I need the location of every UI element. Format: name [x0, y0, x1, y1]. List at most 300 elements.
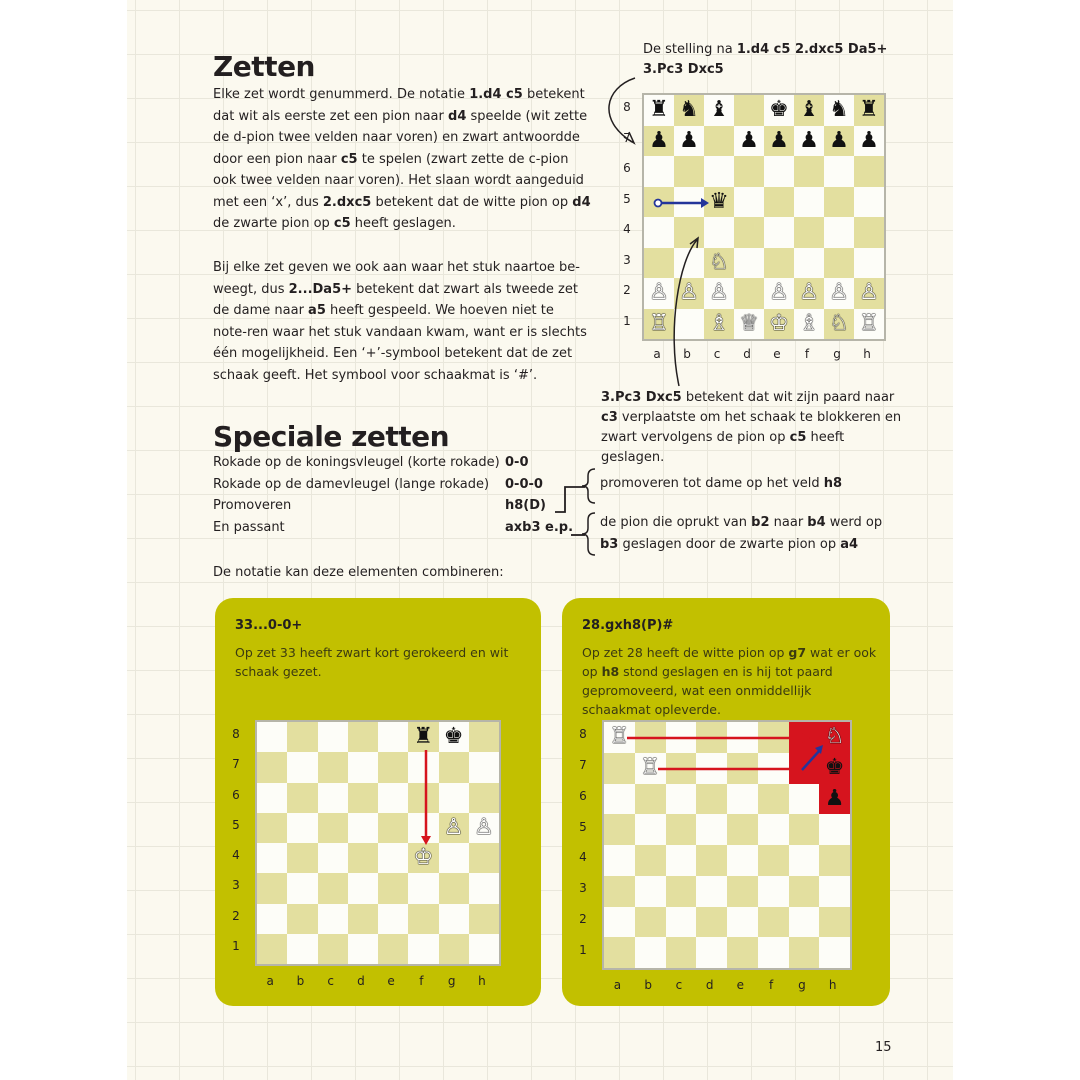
square-e6 — [378, 783, 408, 813]
square-d5 — [348, 813, 378, 843]
file-label-a: a — [653, 347, 661, 361]
square-b4 — [287, 843, 317, 873]
square-d6 — [348, 783, 378, 813]
file-label-f: f — [769, 978, 774, 992]
square-f5 — [758, 814, 789, 845]
square-f4 — [794, 217, 824, 248]
square-b2 — [635, 907, 666, 938]
example-card-castling — [215, 598, 541, 1006]
square-d2 — [348, 904, 378, 934]
rank-label-2: 2 — [232, 908, 240, 923]
square-f1 — [408, 934, 438, 964]
rank-label-6: 6 — [623, 161, 631, 176]
piece-g5: ♙ — [443, 814, 464, 840]
square-a1 — [604, 937, 635, 968]
square-f8 — [758, 722, 789, 753]
square-h5 — [819, 814, 850, 845]
section-title-zetten: Zetten — [213, 50, 315, 83]
square-g1 — [439, 934, 469, 964]
square-h8 — [819, 722, 850, 753]
square-a4 — [257, 843, 287, 873]
piece-f1: ♗ — [799, 310, 819, 336]
square-d3 — [348, 873, 378, 903]
square-c1 — [318, 934, 348, 964]
square-a8 — [604, 722, 635, 753]
square-d2 — [696, 907, 727, 938]
square-c8 — [704, 95, 734, 126]
card2-title: 28.gxh8(P)# — [582, 618, 674, 633]
piece-a8: ♜ — [649, 97, 669, 123]
file-label-c: c — [713, 347, 721, 361]
square-b4 — [674, 217, 704, 248]
piece-c2: ♙ — [709, 280, 729, 306]
square-c7 — [666, 753, 697, 784]
square-a3 — [257, 873, 287, 903]
square-g7 — [824, 126, 854, 157]
square-c2 — [666, 907, 697, 938]
piece-b8: ♞ — [679, 97, 699, 123]
square-f2 — [794, 278, 824, 309]
piece-h7: ♟ — [859, 127, 879, 153]
square-g7 — [439, 752, 469, 782]
square-d8 — [696, 722, 727, 753]
special-row-promotion: Promoveren h8(D) — [213, 498, 546, 513]
piece-g8: ♚ — [443, 724, 464, 750]
file-label-a: a — [266, 974, 274, 988]
square-f5 — [408, 813, 438, 843]
square-d7 — [348, 752, 378, 782]
square-e8 — [727, 722, 758, 753]
rank-label-1: 1 — [623, 313, 631, 328]
book-page — [127, 0, 953, 1080]
special-row-long-castle: Rokade op de damevleugel (lange rokade) 0-0-0 — [213, 476, 543, 492]
square-e4 — [727, 845, 758, 876]
square-g6 — [824, 156, 854, 187]
top-chessboard — [642, 93, 886, 341]
square-a6 — [604, 784, 635, 815]
card1-title: 33...0-0+ — [235, 618, 303, 633]
square-g7 — [789, 753, 820, 784]
square-f2 — [758, 907, 789, 938]
square-e2 — [764, 278, 794, 309]
square-e6 — [764, 156, 794, 187]
square-b4 — [635, 845, 666, 876]
square-e1 — [378, 934, 408, 964]
square-a2 — [644, 278, 674, 309]
square-g5 — [439, 813, 469, 843]
square-b7 — [635, 753, 666, 784]
square-e6 — [727, 784, 758, 815]
square-e7 — [727, 753, 758, 784]
square-c3 — [666, 876, 697, 907]
square-g8 — [789, 722, 820, 753]
square-b8 — [635, 722, 666, 753]
section-title-speciale-zetten: Speciale zetten — [213, 420, 450, 453]
file-label-b: b — [296, 974, 305, 988]
file-label-e: e — [387, 974, 395, 988]
square-h2 — [854, 278, 884, 309]
rank-label-1: 1 — [579, 942, 587, 957]
square-b6 — [287, 783, 317, 813]
square-d8 — [348, 722, 378, 752]
square-a7 — [644, 126, 674, 157]
square-g1 — [824, 309, 854, 340]
square-d1 — [348, 934, 378, 964]
paragraph-notation: Elke zet wordt genummerd. De notatie 1.d4 c5 betekent dat wit als eerste zet een pion naar d4 speelde (wit zette de d-pion twee velden naar voren) en zwart antwoordde door een pion naar c5 te spelen (zwart zette de c-pion ook twee velden naar voren). Het slaan wordt aangeduid met een ‘x’, dus 2.dxc5 betekent dat de witte pion op d4 de zwarte pion op c5 heeft geslagen. — [213, 87, 591, 231]
square-c7 — [704, 126, 734, 157]
square-a6 — [644, 156, 674, 187]
square-h1 — [469, 934, 499, 964]
square-h5 — [854, 187, 884, 218]
square-b7 — [674, 126, 704, 157]
square-e2 — [727, 907, 758, 938]
square-f7 — [408, 752, 438, 782]
square-h3 — [469, 873, 499, 903]
square-c3 — [704, 248, 734, 279]
piece-c8: ♝ — [709, 97, 729, 123]
piece-g1: ♘ — [829, 310, 849, 336]
square-b5 — [287, 813, 317, 843]
square-f5 — [794, 187, 824, 218]
square-h6 — [469, 783, 499, 813]
square-d5 — [734, 187, 764, 218]
square-e4 — [764, 217, 794, 248]
rank-label-8: 8 — [623, 100, 631, 115]
top-board-caption: De stelling na 1.d4 c5 2.dxc5 Da5+ 3.Pc3 Dxc5 — [643, 42, 888, 77]
square-c1 — [704, 309, 734, 340]
piece-e2: ♙ — [769, 280, 789, 306]
file-label-g: g — [447, 974, 456, 988]
rank-label-2: 2 — [623, 283, 631, 298]
square-e3 — [378, 873, 408, 903]
piece-b2: ♙ — [679, 280, 699, 306]
rank-label-5: 5 — [232, 817, 240, 832]
square-g5 — [824, 187, 854, 218]
piece-b7: ♖ — [640, 755, 660, 781]
square-g2 — [824, 278, 854, 309]
square-b5 — [674, 187, 704, 218]
square-a5 — [257, 813, 287, 843]
square-c8 — [318, 722, 348, 752]
file-label-g: g — [798, 978, 806, 992]
file-label-f: f — [804, 347, 810, 361]
rank-label-2: 2 — [579, 911, 587, 926]
square-b1 — [674, 309, 704, 340]
file-label-b: b — [683, 347, 691, 361]
piece-a2: ♙ — [649, 280, 669, 306]
square-f2 — [408, 904, 438, 934]
square-c7 — [318, 752, 348, 782]
square-h5 — [469, 813, 499, 843]
square-e5 — [764, 187, 794, 218]
square-a6 — [257, 783, 287, 813]
square-f1 — [758, 937, 789, 968]
square-g4 — [824, 217, 854, 248]
square-h7 — [469, 752, 499, 782]
square-f4 — [408, 843, 438, 873]
square-f3 — [758, 876, 789, 907]
square-h8 — [854, 95, 884, 126]
rank-label-6: 6 — [579, 788, 587, 803]
square-h6 — [819, 784, 850, 815]
file-label-c: c — [675, 978, 683, 992]
square-h2 — [819, 907, 850, 938]
square-d6 — [696, 784, 727, 815]
piece-f7: ♟ — [799, 127, 819, 153]
square-e7 — [764, 126, 794, 157]
square-d1 — [734, 309, 764, 340]
square-h4 — [819, 845, 850, 876]
square-g5 — [789, 814, 820, 845]
square-g2 — [789, 907, 820, 938]
paragraph-destination: Bij elke zet geven we ook aan waar het stuk naartoe be-weegt, dus 2...Da5+ betekent dat zwart als tweede zet de dame naar a5 heeft gespeeld. We hoeven niet te note-ren waar het stuk vandaan kwam, want er is slechts één mogelijkheid. Een ‘+’-symbool betekent dat de zet schaak geeft. Het symbool voor schaakmat is ‘#’. — [213, 260, 587, 383]
square-h7 — [854, 126, 884, 157]
file-label-d: d — [743, 347, 751, 361]
square-b1 — [287, 934, 317, 964]
piece-a7: ♟ — [649, 127, 669, 153]
rank-label-4: 4 — [232, 848, 240, 863]
piece-f4: ♔ — [413, 845, 434, 871]
square-e1 — [764, 309, 794, 340]
piece-d1: ♕ — [739, 310, 759, 336]
square-b6 — [635, 784, 666, 815]
card2-chessboard — [602, 720, 852, 970]
square-h4 — [469, 843, 499, 873]
square-c4 — [318, 843, 348, 873]
square-g6 — [789, 784, 820, 815]
square-d4 — [348, 843, 378, 873]
file-label-h: h — [828, 978, 837, 992]
square-b2 — [287, 904, 317, 934]
file-label-f: f — [419, 974, 424, 988]
square-e8 — [764, 95, 794, 126]
square-e2 — [378, 904, 408, 934]
square-a3 — [604, 876, 635, 907]
rank-label-5: 5 — [623, 191, 631, 206]
square-c5 — [318, 813, 348, 843]
piece-e1: ♔ — [769, 310, 789, 336]
square-b2 — [674, 278, 704, 309]
rank-label-7: 7 — [579, 758, 587, 773]
square-b5 — [635, 814, 666, 845]
square-c1 — [666, 937, 697, 968]
square-a1 — [257, 934, 287, 964]
square-e4 — [378, 843, 408, 873]
square-d4 — [696, 845, 727, 876]
square-c4 — [704, 217, 734, 248]
rank-label-7: 7 — [623, 130, 631, 145]
square-g8 — [439, 722, 469, 752]
square-f6 — [408, 783, 438, 813]
rank-label-3: 3 — [232, 878, 240, 893]
piece-h5: ♙ — [474, 814, 494, 840]
square-b3 — [635, 876, 666, 907]
square-c4 — [666, 845, 697, 876]
file-label-c: c — [327, 974, 334, 988]
card2-text: Op zet 28 heeft de witte pion op g7 wat er ook op h8 stond geslagen en is hij tot paard gepromoveerd, wat een onmiddellijk schaakmat opleverde. — [582, 645, 877, 717]
square-b8 — [287, 722, 317, 752]
square-h4 — [854, 217, 884, 248]
square-h1 — [819, 937, 850, 968]
square-c6 — [666, 784, 697, 815]
square-e8 — [378, 722, 408, 752]
square-h7 — [819, 753, 850, 784]
square-e3 — [764, 248, 794, 279]
piece-g2: ♙ — [829, 280, 849, 306]
piece-h8: ♘ — [824, 724, 845, 750]
piece-f2: ♙ — [799, 280, 819, 306]
square-c2 — [704, 278, 734, 309]
square-c6 — [318, 783, 348, 813]
piece-c3: ♘ — [709, 249, 729, 275]
promotion-note: promoveren tot dame op het veld h8 — [600, 476, 843, 491]
square-c6 — [704, 156, 734, 187]
card1-text: Op zet 33 heeft zwart kort gerokeerd en wit schaak gezet. — [235, 645, 509, 679]
square-a2 — [257, 904, 287, 934]
piece-e8: ♚ — [769, 97, 789, 123]
square-a1 — [644, 309, 674, 340]
rank-label-3: 3 — [579, 881, 587, 896]
square-b7 — [287, 752, 317, 782]
square-a3 — [644, 248, 674, 279]
rank-label-3: 3 — [623, 252, 631, 267]
square-c3 — [318, 873, 348, 903]
square-h8 — [469, 722, 499, 752]
square-a8 — [644, 95, 674, 126]
piece-c1: ♗ — [709, 310, 729, 336]
card1-chessboard — [255, 720, 501, 966]
square-g6 — [439, 783, 469, 813]
square-c8 — [666, 722, 697, 753]
square-f6 — [758, 784, 789, 815]
piece-a1: ♖ — [649, 310, 669, 336]
piece-h1: ♖ — [859, 310, 879, 336]
square-g3 — [439, 873, 469, 903]
square-b8 — [674, 95, 704, 126]
square-d7 — [734, 126, 764, 157]
square-e7 — [378, 752, 408, 782]
square-c5 — [704, 187, 734, 218]
square-h1 — [854, 309, 884, 340]
square-f1 — [794, 309, 824, 340]
file-label-b: b — [644, 978, 652, 992]
square-d3 — [696, 876, 727, 907]
square-a5 — [604, 814, 635, 845]
square-e5 — [727, 814, 758, 845]
square-d2 — [734, 278, 764, 309]
square-f7 — [794, 126, 824, 157]
square-f4 — [758, 845, 789, 876]
piece-c5: ♛ — [709, 188, 729, 214]
square-f3 — [408, 873, 438, 903]
square-d1 — [696, 937, 727, 968]
piece-e7: ♟ — [769, 127, 789, 153]
square-a4 — [604, 845, 635, 876]
square-d3 — [734, 248, 764, 279]
square-a7 — [257, 752, 287, 782]
piece-h6: ♟ — [824, 785, 845, 811]
square-f8 — [408, 722, 438, 752]
square-c5 — [666, 814, 697, 845]
piece-d7: ♟ — [739, 127, 759, 153]
rank-label-8: 8 — [579, 727, 587, 742]
square-f7 — [758, 753, 789, 784]
square-b6 — [674, 156, 704, 187]
square-b3 — [287, 873, 317, 903]
square-f3 — [794, 248, 824, 279]
piece-b7: ♟ — [679, 127, 699, 153]
square-e1 — [727, 937, 758, 968]
square-g8 — [824, 95, 854, 126]
file-label-h: h — [863, 347, 871, 361]
page-number: 15 — [875, 1040, 892, 1055]
square-d8 — [734, 95, 764, 126]
square-c2 — [318, 904, 348, 934]
square-a7 — [604, 753, 635, 784]
file-label-e: e — [736, 978, 745, 992]
rank-label-4: 4 — [623, 222, 631, 237]
rank-label-6: 6 — [232, 787, 240, 802]
square-d5 — [696, 814, 727, 845]
piece-h2: ♙ — [859, 280, 879, 306]
piece-g7: ♟ — [829, 127, 849, 153]
piece-a8: ♖ — [609, 724, 630, 750]
special-row-en-passant: En passant axb3 e.p. — [213, 519, 574, 535]
file-label-d: d — [357, 974, 365, 988]
square-h3 — [854, 248, 884, 279]
rank-label-1: 1 — [232, 938, 240, 953]
square-d7 — [696, 753, 727, 784]
piece-h7: ♚ — [824, 755, 845, 781]
square-g1 — [789, 937, 820, 968]
top-board-note: 3.Pc3 Dxc5 betekent dat wit zijn paard naar c3 verplaatste om het schaak te blokkeren en zwart vervolgens de pion op c5 heeft geslagen. — [601, 390, 902, 465]
file-label-e: e — [773, 347, 781, 361]
file-label-a: a — [613, 978, 622, 992]
square-h2 — [469, 904, 499, 934]
square-e3 — [727, 876, 758, 907]
square-h3 — [819, 876, 850, 907]
square-g4 — [439, 843, 469, 873]
square-a5 — [644, 187, 674, 218]
square-d4 — [734, 217, 764, 248]
en-passant-note: de pion die oprukt van b2 naar b4 werd op b3 geslagen door de zwarte pion op a4 — [600, 515, 883, 552]
piece-f8: ♜ — [413, 724, 434, 750]
piece-h8: ♜ — [859, 97, 879, 123]
square-d6 — [734, 156, 764, 187]
square-a2 — [604, 907, 635, 938]
rank-label-7: 7 — [232, 757, 240, 772]
rank-label-5: 5 — [579, 819, 587, 834]
special-row-short-castle: Rokade op de koningsvleugel (korte rokade) 0-0 — [213, 455, 529, 470]
square-f6 — [794, 156, 824, 187]
square-a4 — [644, 217, 674, 248]
example-card-promotion — [562, 598, 890, 1006]
square-g3 — [824, 248, 854, 279]
file-label-g: g — [833, 347, 841, 361]
square-b1 — [635, 937, 666, 968]
square-e5 — [378, 813, 408, 843]
file-label-d: d — [705, 978, 714, 992]
rank-label-8: 8 — [232, 727, 240, 742]
square-g2 — [439, 904, 469, 934]
square-b3 — [674, 248, 704, 279]
rank-label-4: 4 — [579, 850, 587, 865]
piece-f8: ♝ — [799, 97, 819, 123]
file-label-h: h — [478, 974, 486, 988]
square-h6 — [854, 156, 884, 187]
square-g4 — [789, 845, 820, 876]
combine-text: De notatie kan deze elementen combineren: — [213, 565, 504, 580]
